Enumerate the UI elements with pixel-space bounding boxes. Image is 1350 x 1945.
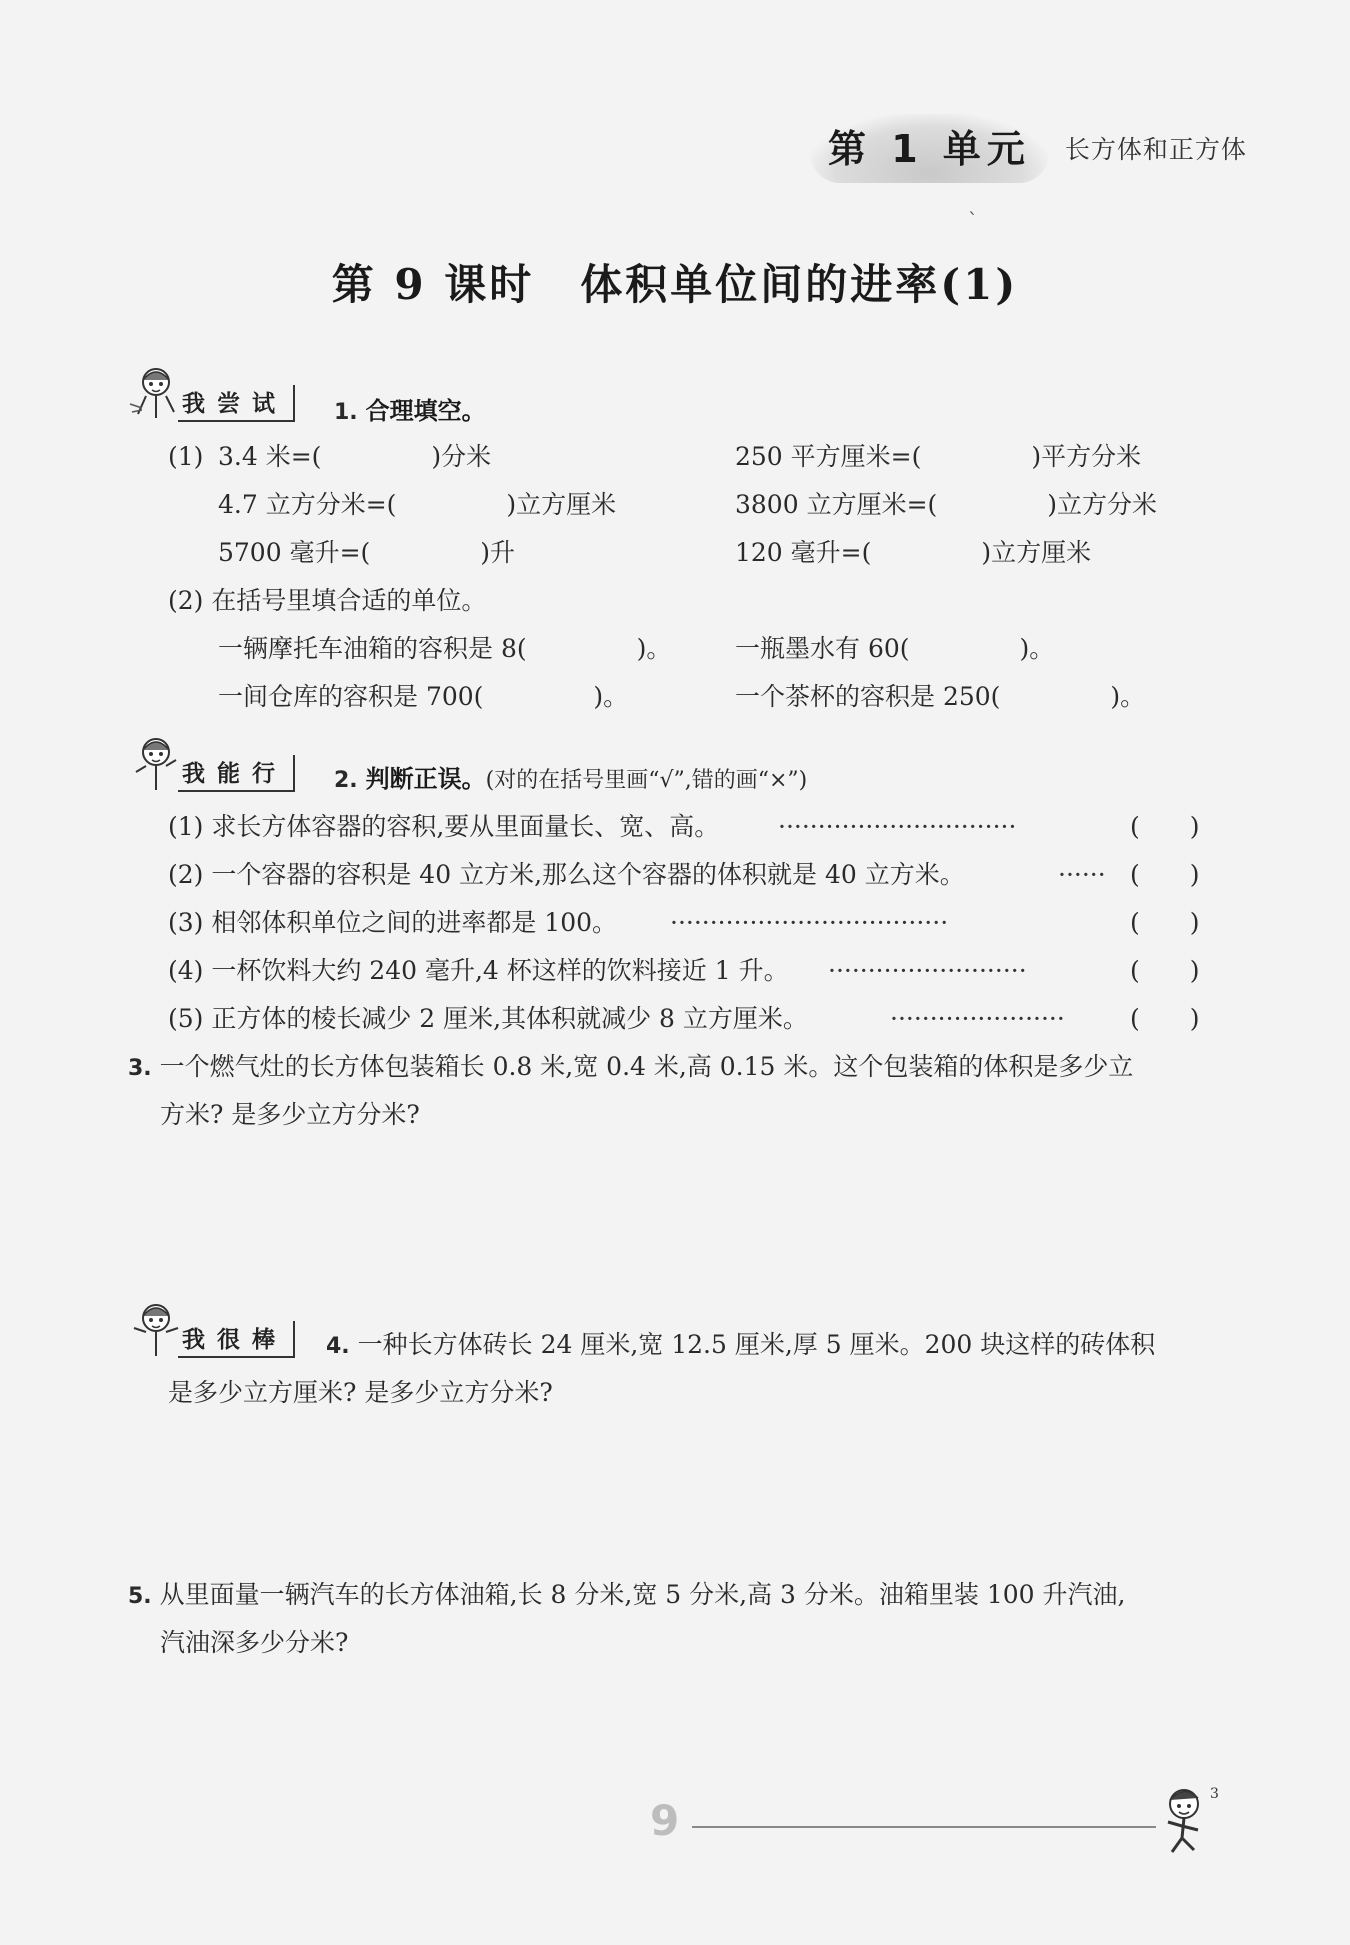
girl-mascot-icon (128, 362, 184, 426)
fill-item: 3.4 米=( )分米 (218, 442, 492, 471)
question-4-cont: 是多少立方厘米? 是多少立方分米? (168, 1378, 553, 1407)
mascot-mark: 3 (1210, 1786, 1219, 1802)
question-2-heading (334, 764, 807, 796)
question-text: 一种长方体砖长 24 厘米,宽 12.5 厘米,厚 5 厘米。200 块这样的砖体积 (357, 1330, 1156, 1359)
answer-area[interactable] (160, 1670, 1210, 1770)
part-1-label: (1) (168, 442, 204, 471)
part-2-instruction: (2) 在括号里填合适的单位。 (168, 586, 487, 615)
question-4 (326, 1330, 1155, 1362)
question-3 (128, 1052, 1133, 1084)
question-number: 2. (334, 768, 358, 793)
question-5-cont: 汽油深多少分米? (160, 1628, 349, 1657)
section-label-can (128, 732, 295, 796)
question-5 (128, 1580, 1125, 1612)
unit-label: 第 1 单元 (810, 114, 1049, 183)
section-label-text: 我尝试 (178, 385, 295, 422)
answer-paren[interactable]: ( ) (1130, 812, 1200, 841)
unit-item: 一辆摩托车油箱的容积是 8( )。 (218, 634, 672, 663)
judge-statement: (4) 一杯饮料大约 240 毫升,4 杯这样的饮料接近 1 升。 ························· ( ) (168, 956, 1200, 985)
answer-paren[interactable]: ( ) (1130, 1004, 1200, 1033)
unit-item: 一间仓库的容积是 700( )。 (218, 682, 629, 711)
unit-item: 一个茶杯的容积是 250( )。 (735, 682, 1146, 711)
question-number: 3. (128, 1056, 152, 1081)
question-text: 一个燃气灶的长方体包装箱长 0.8 米,宽 0.4 米,高 0.15 米。这个包装箱的体积是多少立 (159, 1052, 1134, 1081)
question-text: 从里面量一辆汽车的长方体油箱,长 8 分米,宽 5 分米,高 3 分米。油箱里装 100 升汽油, (159, 1580, 1126, 1609)
lesson-number: 第 9 课时 (331, 260, 535, 309)
section-label-great (128, 1298, 295, 1362)
footer-rule (692, 1826, 1156, 1828)
answer-paren[interactable]: ( ) (1130, 956, 1200, 985)
girl-mascot-icon (128, 732, 184, 796)
girl-mascot-icon (128, 1298, 184, 1362)
section-label-text: 我很棒 (178, 1321, 295, 1358)
unit-item: 一瓶墨水有 60( )。 (735, 634, 1055, 663)
question-number: 1. (334, 400, 358, 425)
question-number: 5. (128, 1584, 152, 1609)
answer-area[interactable] (160, 1420, 1210, 1570)
fill-item: 4.7 立方分米=( )立方厘米 (218, 490, 617, 519)
lesson-topic: 体积单位间的进率(1) (580, 260, 1019, 309)
question-title: 判断正误。 (365, 765, 486, 793)
page-number: 9 (650, 1796, 680, 1845)
stray-mark: ` (968, 208, 978, 232)
footer-mascot (1148, 1780, 1228, 1860)
question-number: 4. (326, 1334, 350, 1359)
unit-header (810, 118, 1247, 178)
judge-statement: (2) 一个容器的容积是 40 立方米,那么这个容器的体积就是 40 立方米。 ······ ( ) (168, 860, 1200, 889)
unit-subtitle: 长方体和正方体 (1064, 135, 1247, 164)
question-3-cont: 方米? 是多少立方分米? (160, 1100, 420, 1129)
fill-item: 3800 立方厘米=( )立方分米 (735, 490, 1158, 519)
question-title: 合理填空。 (365, 397, 486, 425)
judge-statement: (5) 正方体的棱长减少 2 厘米,其体积就减少 8 立方厘米。 ······················ ( ) (168, 1004, 1200, 1033)
judge-statement: (1) 求长方体容器的容积,要从里面量长、宽、高。 ······························ ( ) (168, 812, 1200, 841)
lesson-title (0, 252, 1350, 312)
answer-area[interactable] (160, 1140, 1210, 1300)
question-1-heading (334, 396, 486, 428)
question-hint: (对的在括号里画“√”,错的画“×”) (485, 768, 808, 793)
fill-item: 5700 毫升=( )升 (218, 538, 516, 567)
answer-paren[interactable]: ( ) (1130, 908, 1200, 937)
section-label-try (128, 362, 295, 426)
section-label-text: 我能行 (178, 755, 295, 792)
fill-item: 120 毫升=( )立方厘米 (735, 538, 1092, 567)
judge-statement: (3) 相邻体积单位之间的进率都是 100。 ··································· ( ) (168, 908, 1200, 937)
answer-paren[interactable]: ( ) (1130, 860, 1200, 889)
fill-item: 250 平方厘米=( )平方分米 (735, 442, 1142, 471)
